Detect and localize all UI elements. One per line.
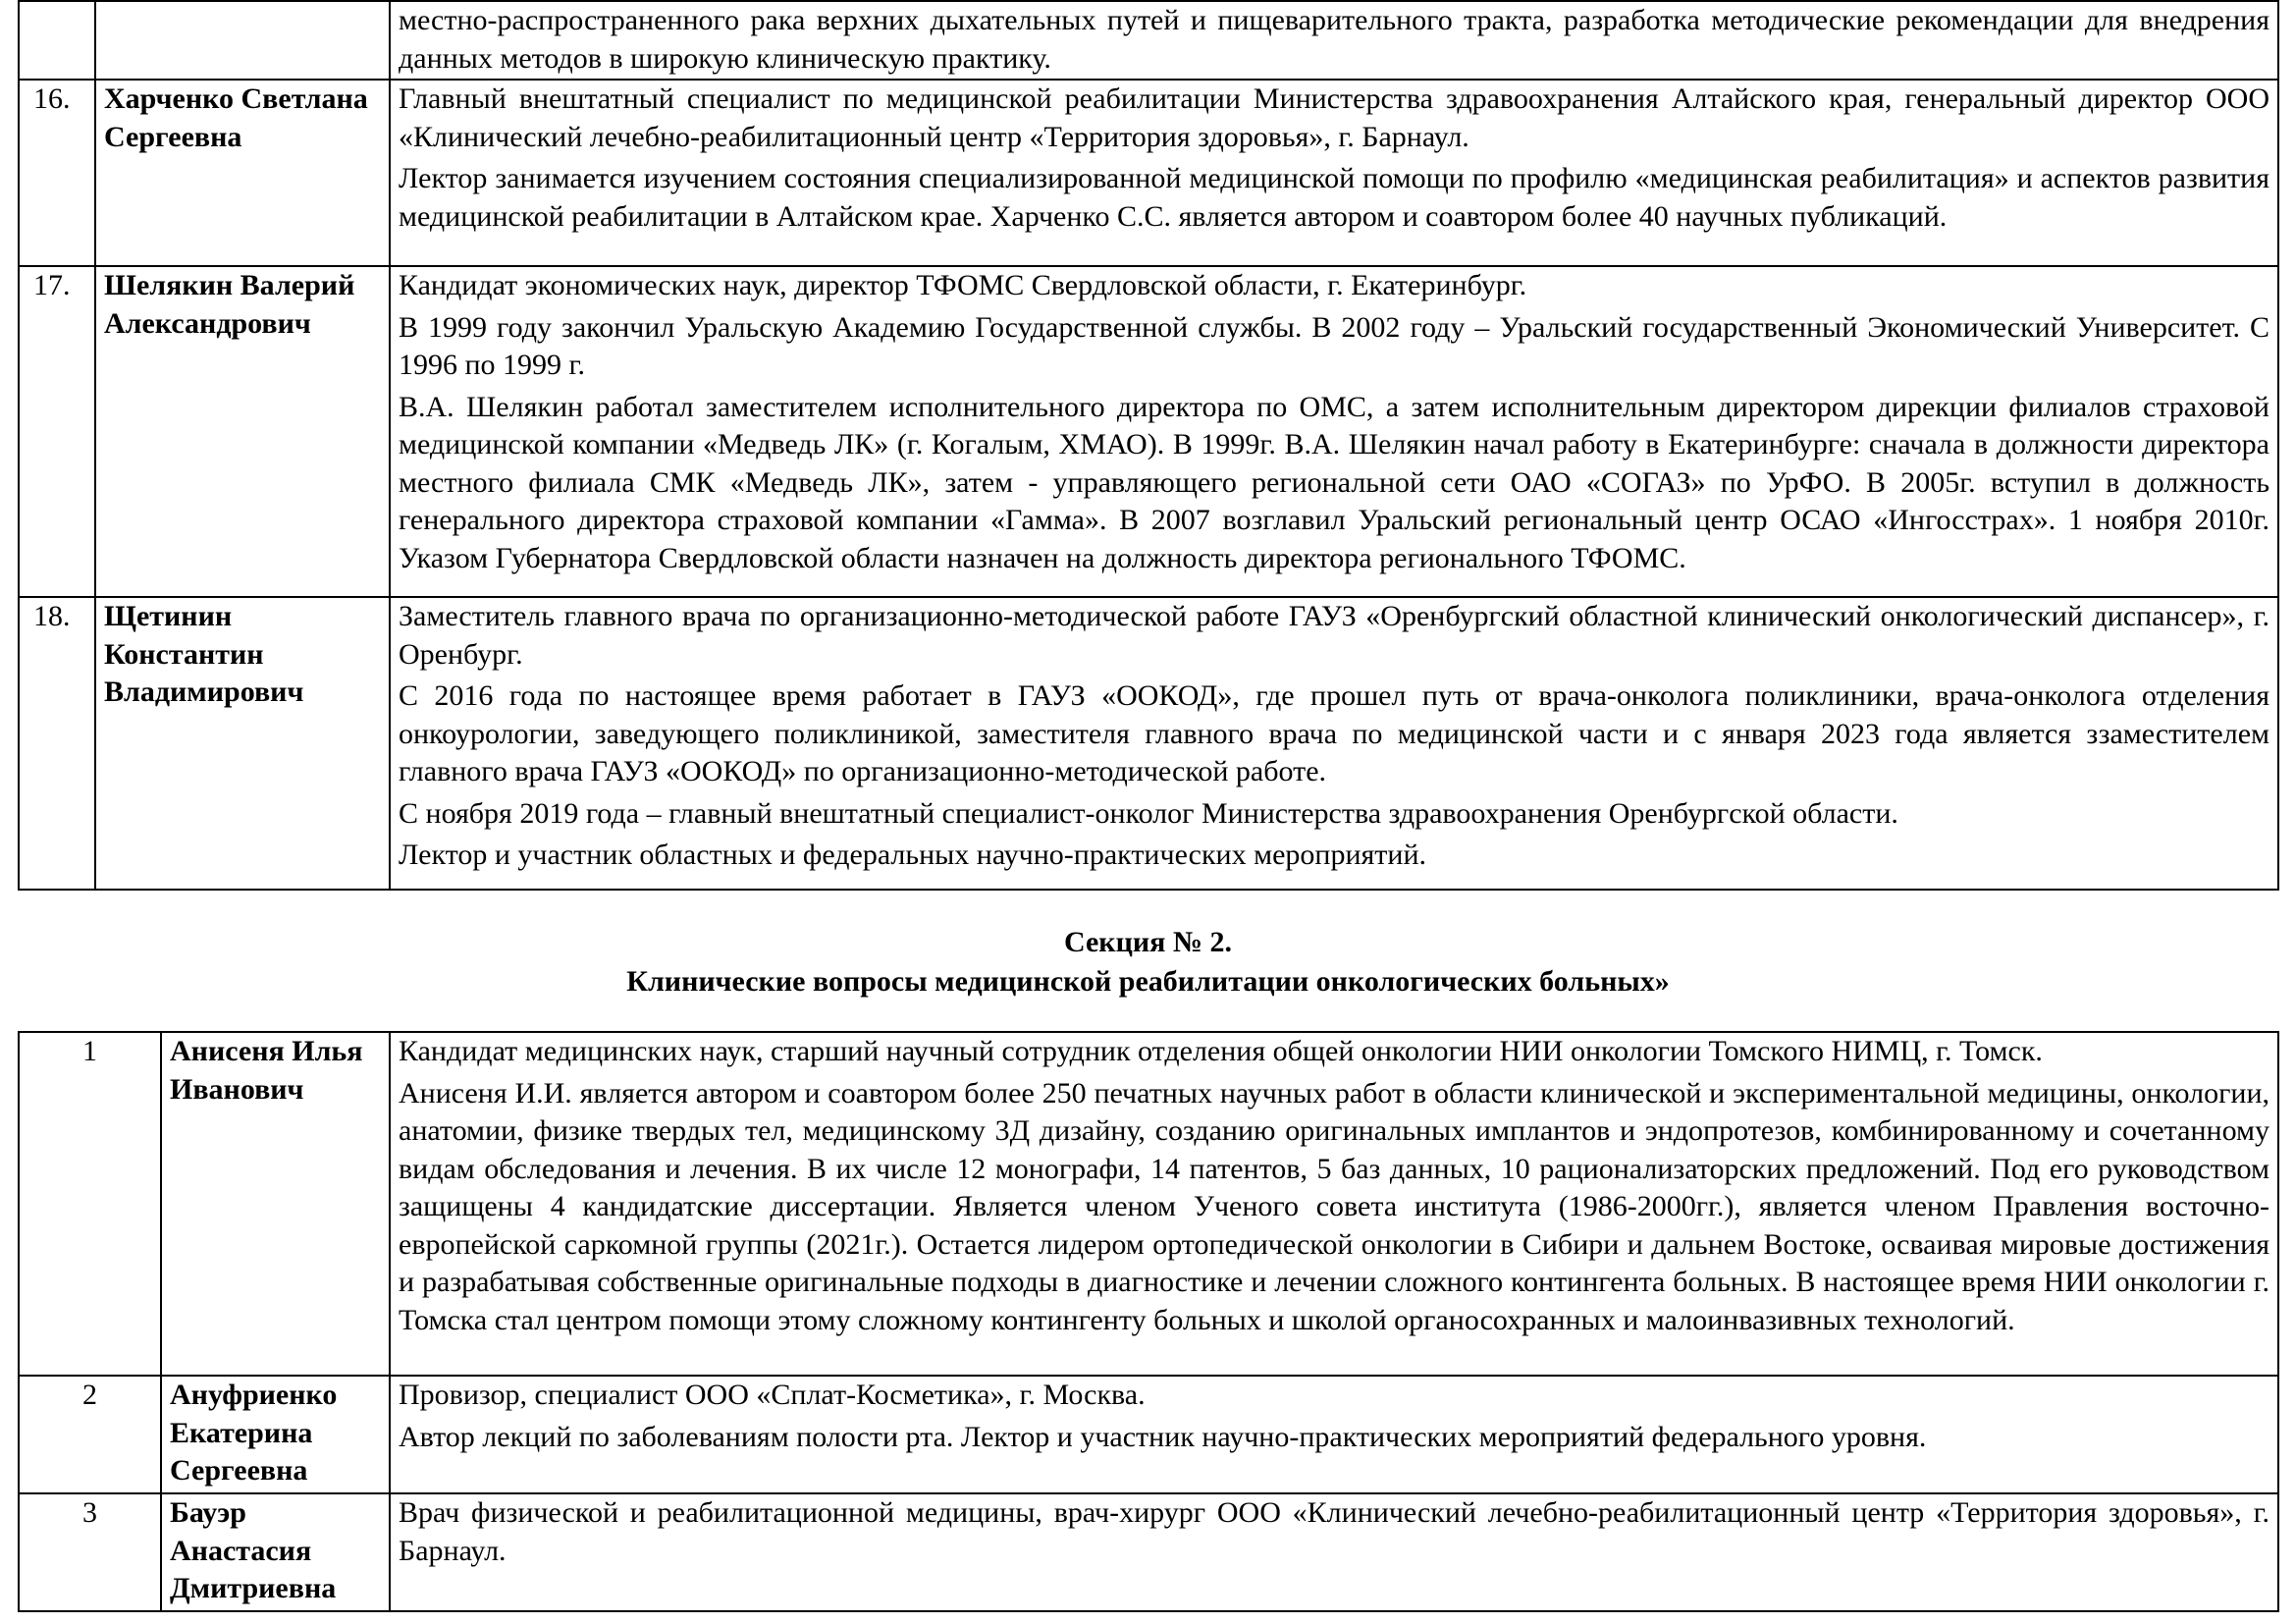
section-number-heading: Секция № 2. [1063,926,1233,958]
description-paragraph: С 2016 года по настоящее время работает в ГАУЗ «ООКОД», где прошел путь от врача-онколога поликлиники, врача-онколога отделения онкоурологии, заведующего поликлиникой, заместителя главного врача по медицинской части и с января 2023 года является ззаместителем главного врача ГАУЗ «ООКОД» по организационно-методической работе. [399,679,2269,787]
speaker-description [390,1032,2278,1376]
row-number: 16. [19,80,95,266]
description-paragraph: Лектор и участник областных и федеральных научно-практических мероприятий. [399,839,1427,871]
speaker-name [95,1,390,80]
speaker-row [19,1032,2278,1376]
speaker-row [19,1493,2278,1611]
speaker-row [19,80,2278,266]
speaker-description [390,1,2278,80]
description-paragraph: местно-распространенного рака верхних дыхательных путей и пищеварительного тракта, разработка методические рекомендации для внедрения данных методов в широкую клиническую практику. [399,4,2269,75]
speaker-name: Харченко Светлана Сергеевна [95,80,390,266]
speaker-row [19,1376,2278,1493]
description-paragraph: С ноября 2019 года – главный внештатный специалист-онколог Министерства здравоохранения Оренбургской области. [399,796,1898,830]
row-number: 3 [19,1493,161,1611]
row-number: 1 [19,1032,161,1376]
speaker-name: Ануфриенко Екатерина Сергеевна [161,1376,390,1493]
speaker-row [19,1,2278,80]
speaker-description [390,597,2278,890]
row-number [19,1,95,80]
section-topic-heading: Клинические вопросы медицинской реабилитации онкологических больных» [626,965,1670,998]
speaker-description [390,1493,2278,1611]
description-paragraph: Врач физической и реабилитационной медицины, врач-хирург ООО «Клинический лечебно-реабилитационный центр «Территория здоровья», г. Барнаул. [399,1496,2269,1567]
description-paragraph: В 1999 году закончил Уральскую Академию Государственной службы. В 2002 году – Уральский государственный Экономический Университет. С 1996 по 1999 г. [399,310,2269,381]
speaker-name: Шелякин Валерий Александрович [95,266,390,597]
row-number: 17. [19,266,95,597]
description-paragraph: Анисеня И.И. является автором и соавтором более 250 печатных научных работ в области клинической и экспериментальной медицины, онкологии, анатомии, физике твердых тел, медицинскому 3Д дизайну, созданию оригинальных имплантов и эндопротезов, комбинированному и сочетанному видам обследования и лечения. В их числе 12 монографи, 14 патентов, 5 баз данных, 10 рационализаторских предложений. Под его руководством защищены 4 кандидатские диссертации. Является членом Ученого совета института (1986-2000гг.), является членом Правления восточно-европейской саркомной группы (2021г.). Остается лидером ортопедической онкологии в Сибири и дальнем Востоке, осваивая мировые достижения и разрабатывая собственные оригинальные подходы в диагностике и лечении сложного контингента больных. В настоящее время НИИ онкологии г. Томска стал центром помощи этому сложному контингенту больных и школой органосохранных и малоинвазивных технологий. [399,1076,2269,1336]
speaker-description [390,266,2278,597]
description-paragraph: Кандидат экономических наук, директор ТФОМС Свердловской области, г. Екатеринбург. [399,269,1527,301]
speaker-row [19,597,2278,890]
description-paragraph: Кандидат медицинских наук, старший научный сотрудник отделения общей онкологии НИИ онкологии Томского НИМЦ, г. Томск. [399,1035,2043,1067]
speakers-table-section-2 [18,1031,2279,1612]
section-title [0,923,2296,1001]
speaker-description [390,1376,2278,1493]
speaker-row [19,266,2278,597]
speaker-description [390,80,2278,266]
description-paragraph: Заместитель главного врача по организационно-методической работе ГАУЗ «Оренбургский областной клинический онкологический диспансер», г. Оренбург. [399,600,2269,671]
description-paragraph: Провизор, специалист ООО «Сплат-Косметика», г. Москва. [399,1379,1146,1411]
description-paragraph: Лектор занимается изучением состояния специализированной медицинской помощи по профилю «медицинская реабилитация» и аспектов развития медицинской реабилитации в Алтайском крае. Харченко С.С. является автором и соавтором более 40 научных публикаций. [399,162,2269,233]
description-paragraph: В.А. Шелякин работал заместителем исполнительного директора по ОМС, а затем исполнительным директором дирекции филиалов страховой медицинской компании «Медведь ЛК» (г. Когалым, ХМАО). В 1999г. В.А. Шелякин начал работу в Екатеринбурге: сначала в должности директора местного филиала СМК «Медведь ЛК», затем - управляющего региональной сети ОАО «СОГАЗ» по УрФО. В 2005г. вступил в должность генерального директора страховой компании «Гамма». В 2007 возглавил Уральский региональный центр ОСАО «Ингосстрах». 1 ноября 2010г. Указом Губернатора Свердловской области назначен на должность директора регионального ТФОМС. [399,390,2269,574]
speaker-name: Щетинин Константин Владимирович [95,597,390,890]
speakers-table-section-1 [18,0,2279,891]
speaker-name: Анисеня Илья Иванович [161,1032,390,1376]
row-number: 2 [19,1376,161,1493]
speaker-name: Бауэр Анастасия Дмитриевна [161,1493,390,1611]
row-number: 18. [19,597,95,890]
description-paragraph: Главный внештатный специалист по медицинской реабилитации Министерства здравоохранения Алтайского края, генеральный директор ООО «Клинический лечебно-реабилитационный центр «Территория здоровья», г. Барнаул. [399,82,2269,153]
description-paragraph: Автор лекций по заболеваниям полости рта. Лектор и участник научно-практических мероприятий федерального уровня. [399,1420,1927,1453]
